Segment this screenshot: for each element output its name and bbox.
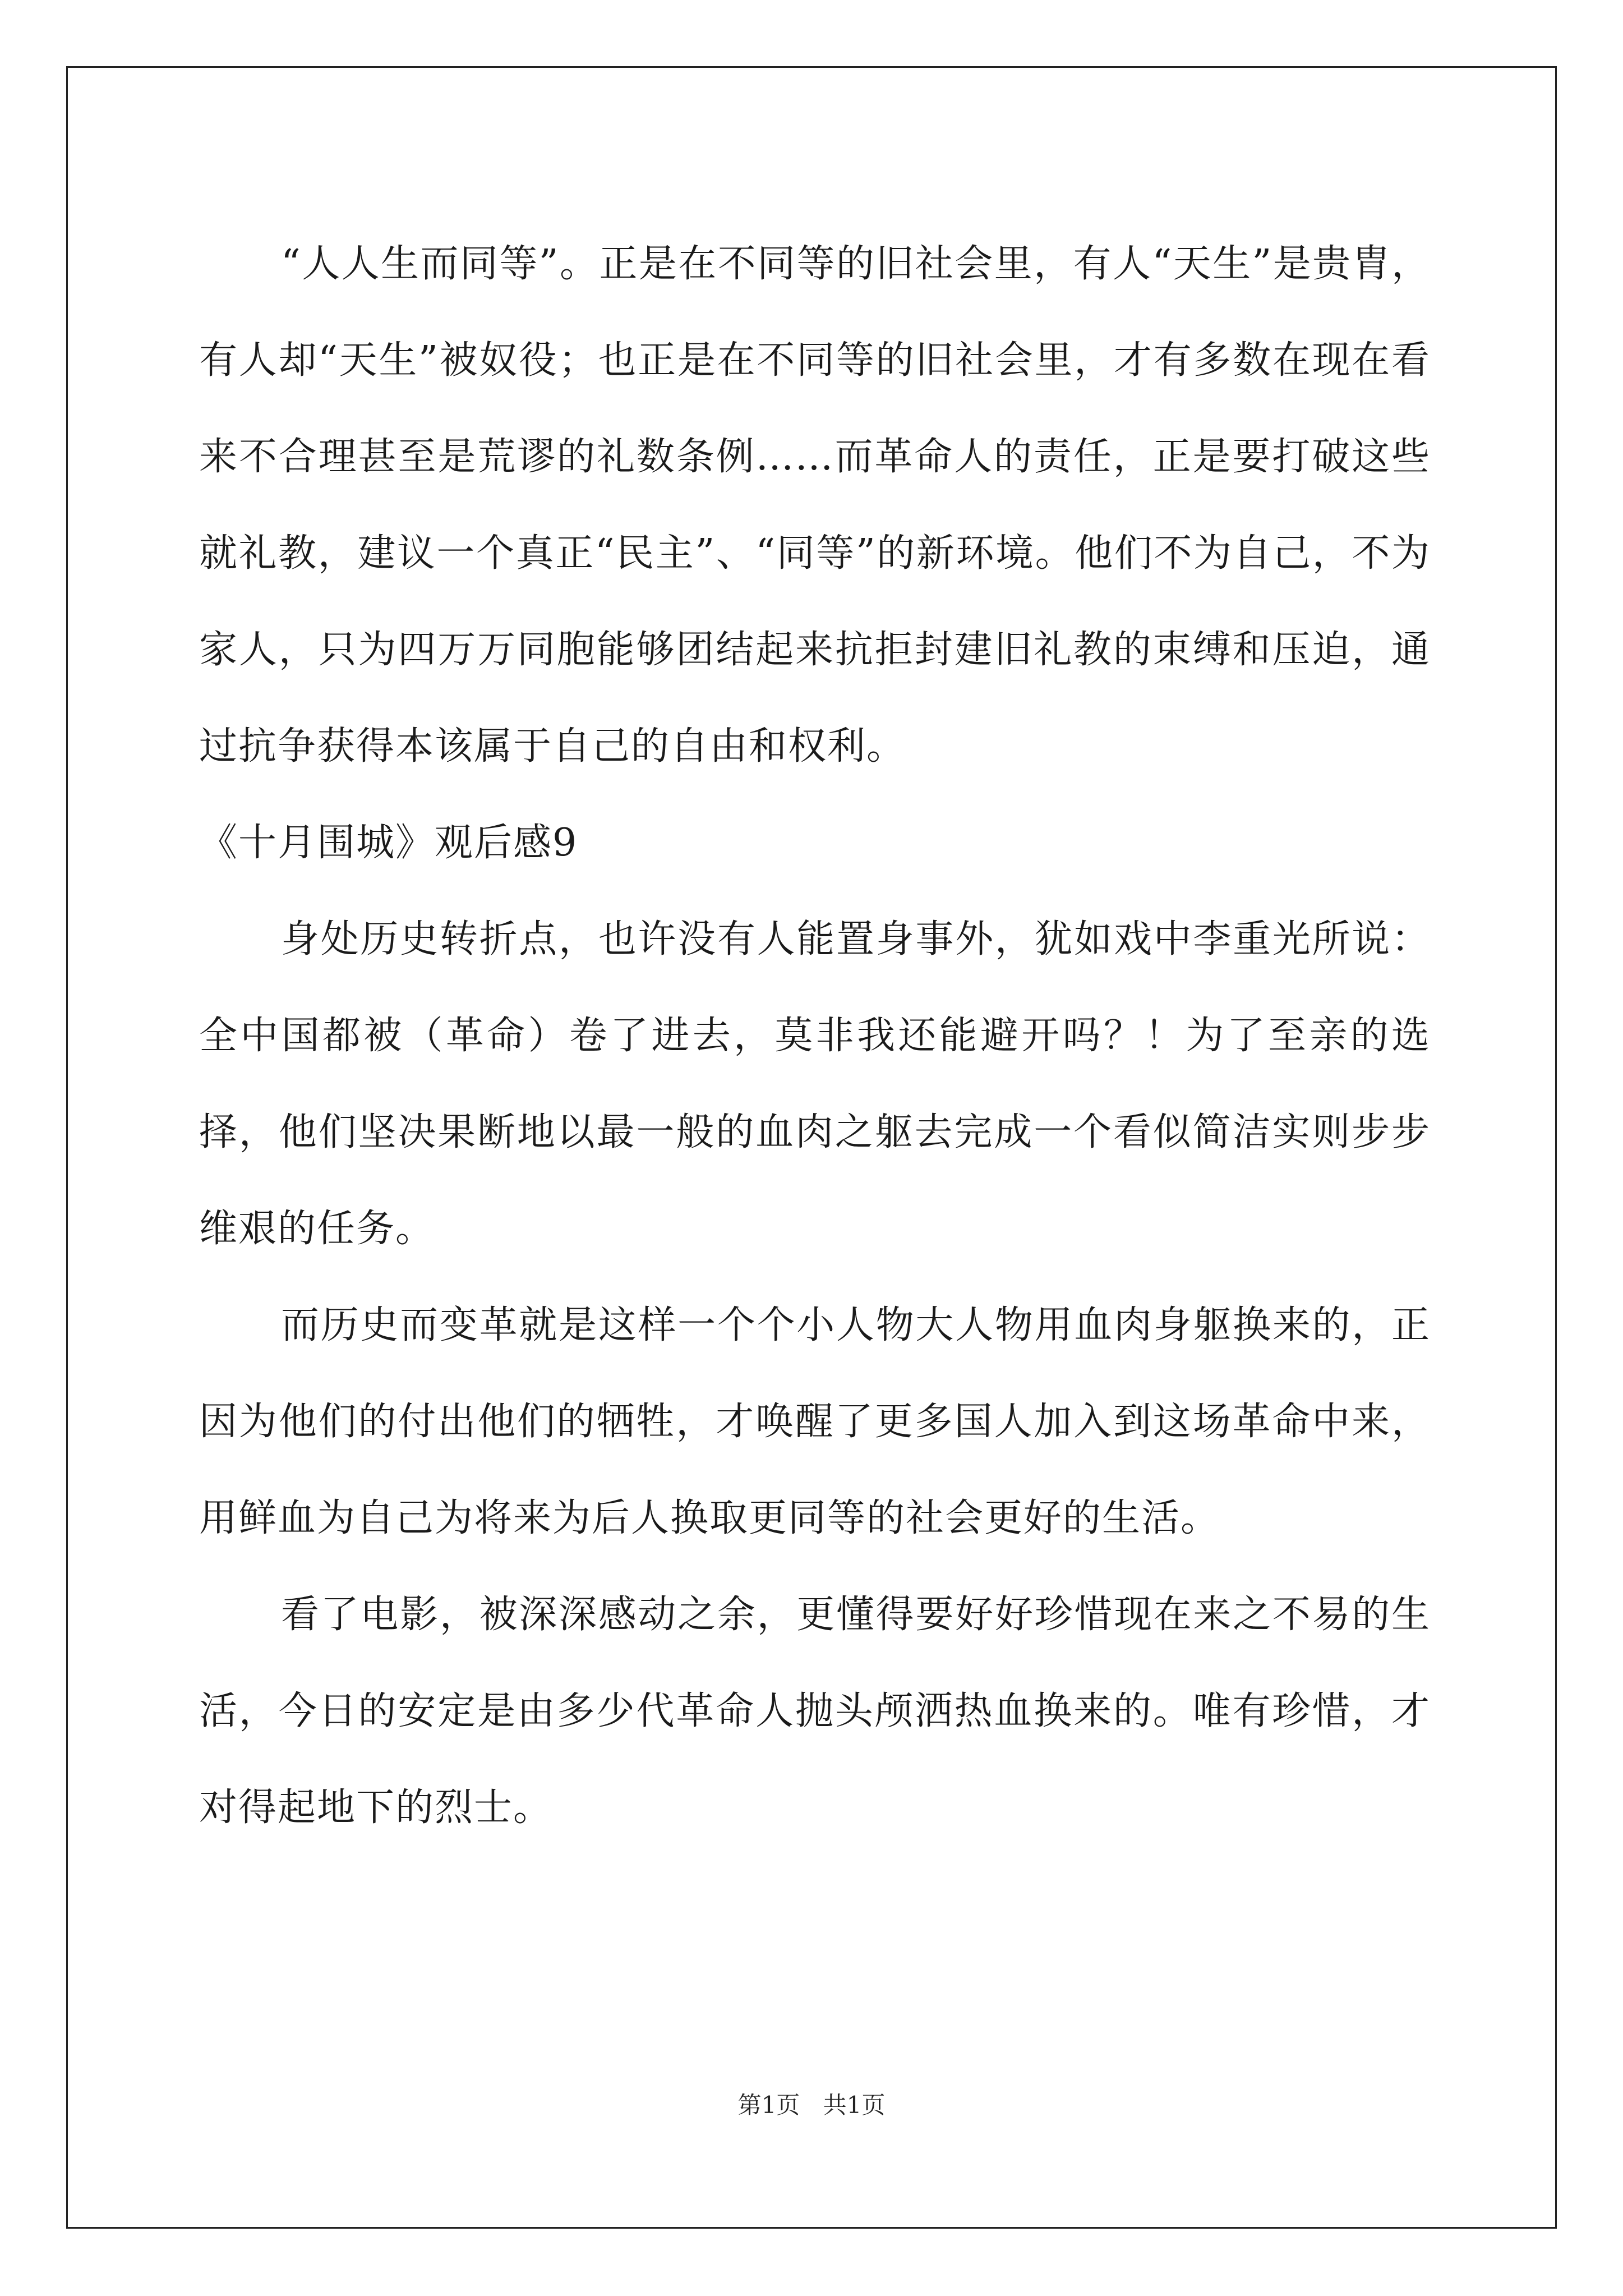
paragraph-body: 而历史而变革就是这样一个个小人物大人物用血肉身躯换来的，正因为他们的付出他们的牺牲，才唤醒了更多国人加入到这场革命中来，用鲜血为自己为将来为后人换取更同等的社会更好的生活。 <box>199 1303 1431 1540</box>
page-number-total: 共1页 <box>823 2091 886 2119</box>
paragraph-continuation: “人人生而同等”。正是在不同等的旧社会里，有人“天生”是贵胄，有人却“天生”被奴役；也正是在不同等的旧社会里，才有多数在现在看来不合理甚至是荒谬的礼数条例……而革命人的责任，正是要打破这些就礼教，建议一个真正“民主”、“同等”的新环境。他们不为自己，不为家人，只为四万万同胞能够团结起来抗拒封建旧礼教的束缚和压迫，通过抗争获得本该属于自己的自由和权利。 <box>199 242 1431 769</box>
paragraph-body: 身处历史转折点，也许没有人能置身事外，犹如戏中李重光所说：全中国都被（革命）卷了进去，莫非我还能避开吗？！为了至亲的选择，他们坚决果断地以最一般的血肉之躯去完成一个看似简洁实则步步维艰的任务。 <box>199 917 1431 1251</box>
paragraph-body: 看了电影，被深深感动之余，更懂得要好好珍惜现在来之不易的生活，今日的安定是由多少代革命人抛头颅洒热血换来的。唯有珍惜，才对得起地下的烈士。 <box>199 1593 1431 1830</box>
page-footer <box>0 2087 1623 2120</box>
section-heading: 《十月围城》观后感9 <box>199 821 578 865</box>
document-body <box>199 216 1431 1856</box>
page-number-current: 第1页 <box>737 2091 800 2119</box>
